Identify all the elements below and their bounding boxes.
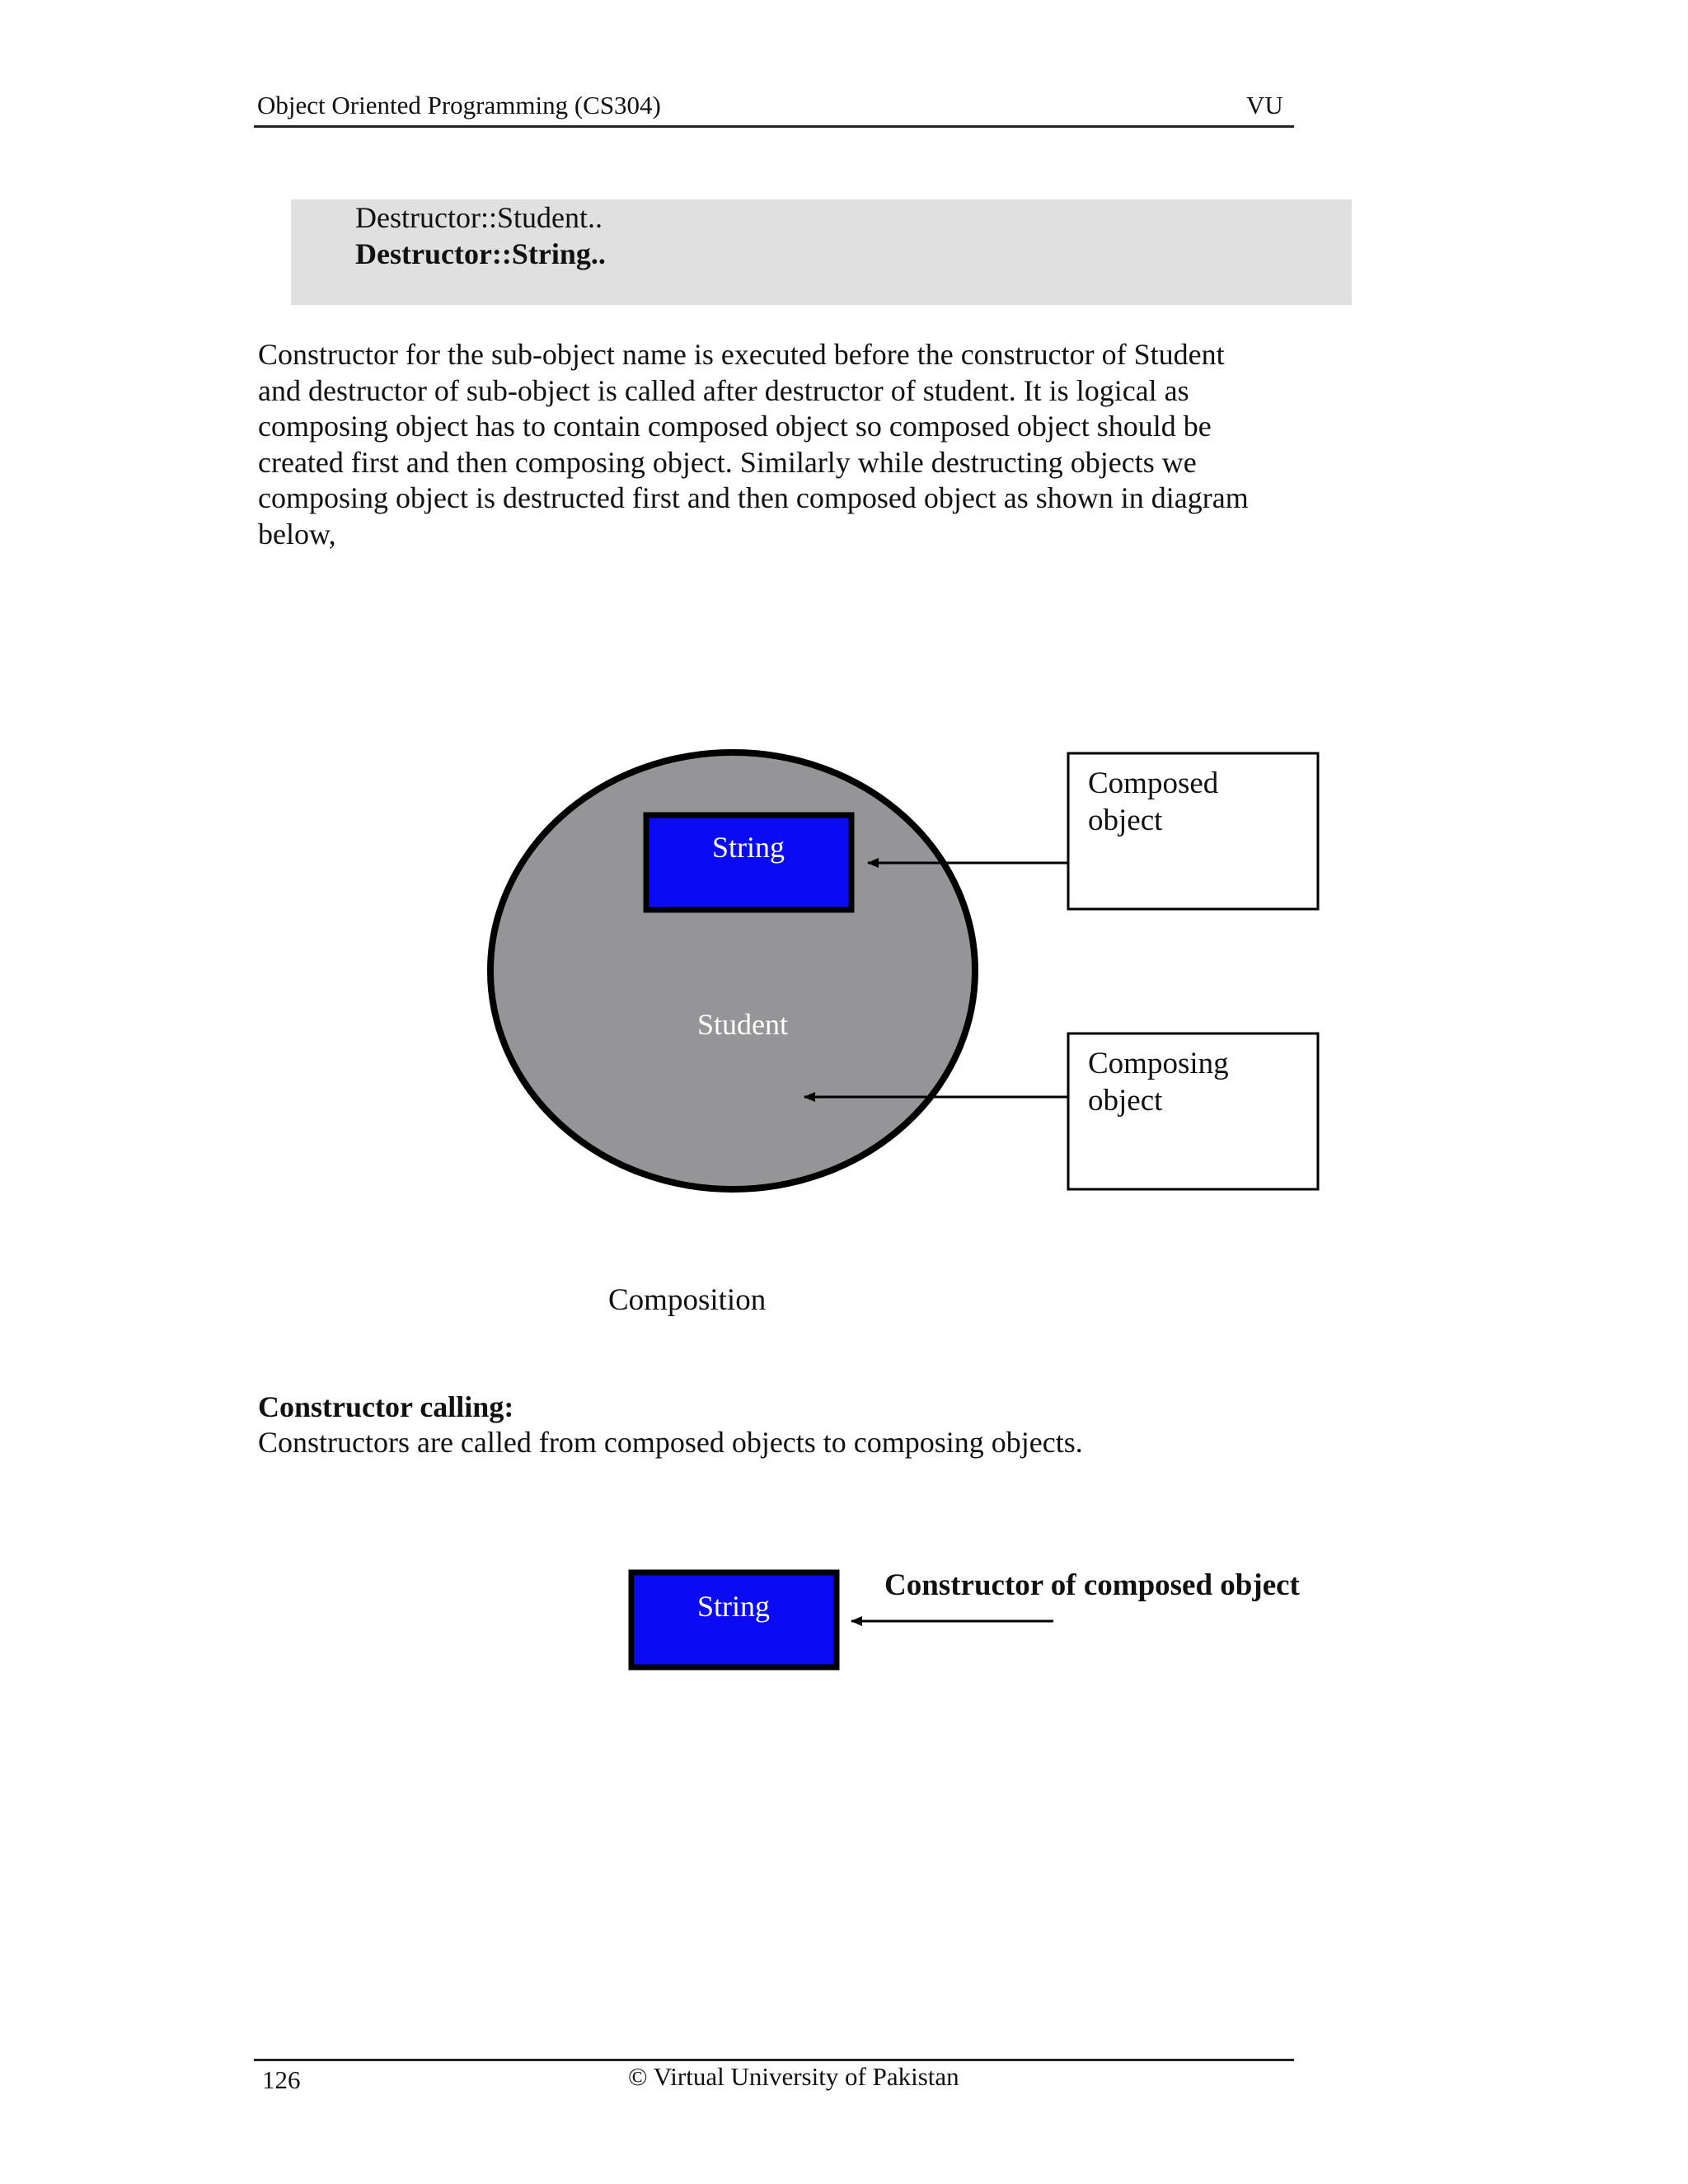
section-heading-constructor-calling: Constructor calling: — [258, 1390, 514, 1423]
paragraph-line: composing object has to contain composed object so composed object should be — [258, 410, 1212, 443]
constructor-arrow-label: Constructor of composed object — [884, 1568, 1300, 1602]
composing-callout-line: object — [1088, 1084, 1163, 1118]
diagram-caption: Composition — [608, 1283, 767, 1317]
student-label: Student — [696, 1008, 789, 1041]
footer-rule — [254, 2059, 1294, 2061]
paragraph-line: composing object is destructed first and then composed object as shown in diagram — [258, 481, 1249, 514]
section-text-constructor-calling: Constructors are called from composed objects to composing objects. — [258, 1426, 1083, 1459]
paragraph-line: created first and then composing object. Similarly while destructing objects we — [258, 445, 1197, 479]
footer-copyright: © Virtual University of Pakistan — [628, 2062, 959, 2091]
paragraph-line: and destructor of sub-object is called after destructor of student. It is logical as — [258, 373, 1189, 407]
header-institution: VU — [1246, 91, 1283, 120]
paragraph-line: below, — [258, 517, 336, 551]
composed-callout-line: Composed — [1088, 766, 1219, 800]
code-line-destructor-student: Destructor::Student.. — [355, 201, 603, 234]
composing-callout-line: Composing — [1088, 1047, 1229, 1080]
composed-callout-line: object — [1088, 804, 1163, 837]
header-course-title: Object Oriented Programming (CS304) — [257, 91, 661, 120]
code-line-destructor-string: Destructor::String.. — [355, 237, 606, 270]
page-number: 126 — [262, 2065, 301, 2094]
paragraph-line: Constructor for the sub-object name is executed before the constructor of Student — [258, 338, 1225, 371]
string-box-label: String — [711, 831, 785, 864]
constructor-string-box-label: String — [696, 1590, 771, 1623]
